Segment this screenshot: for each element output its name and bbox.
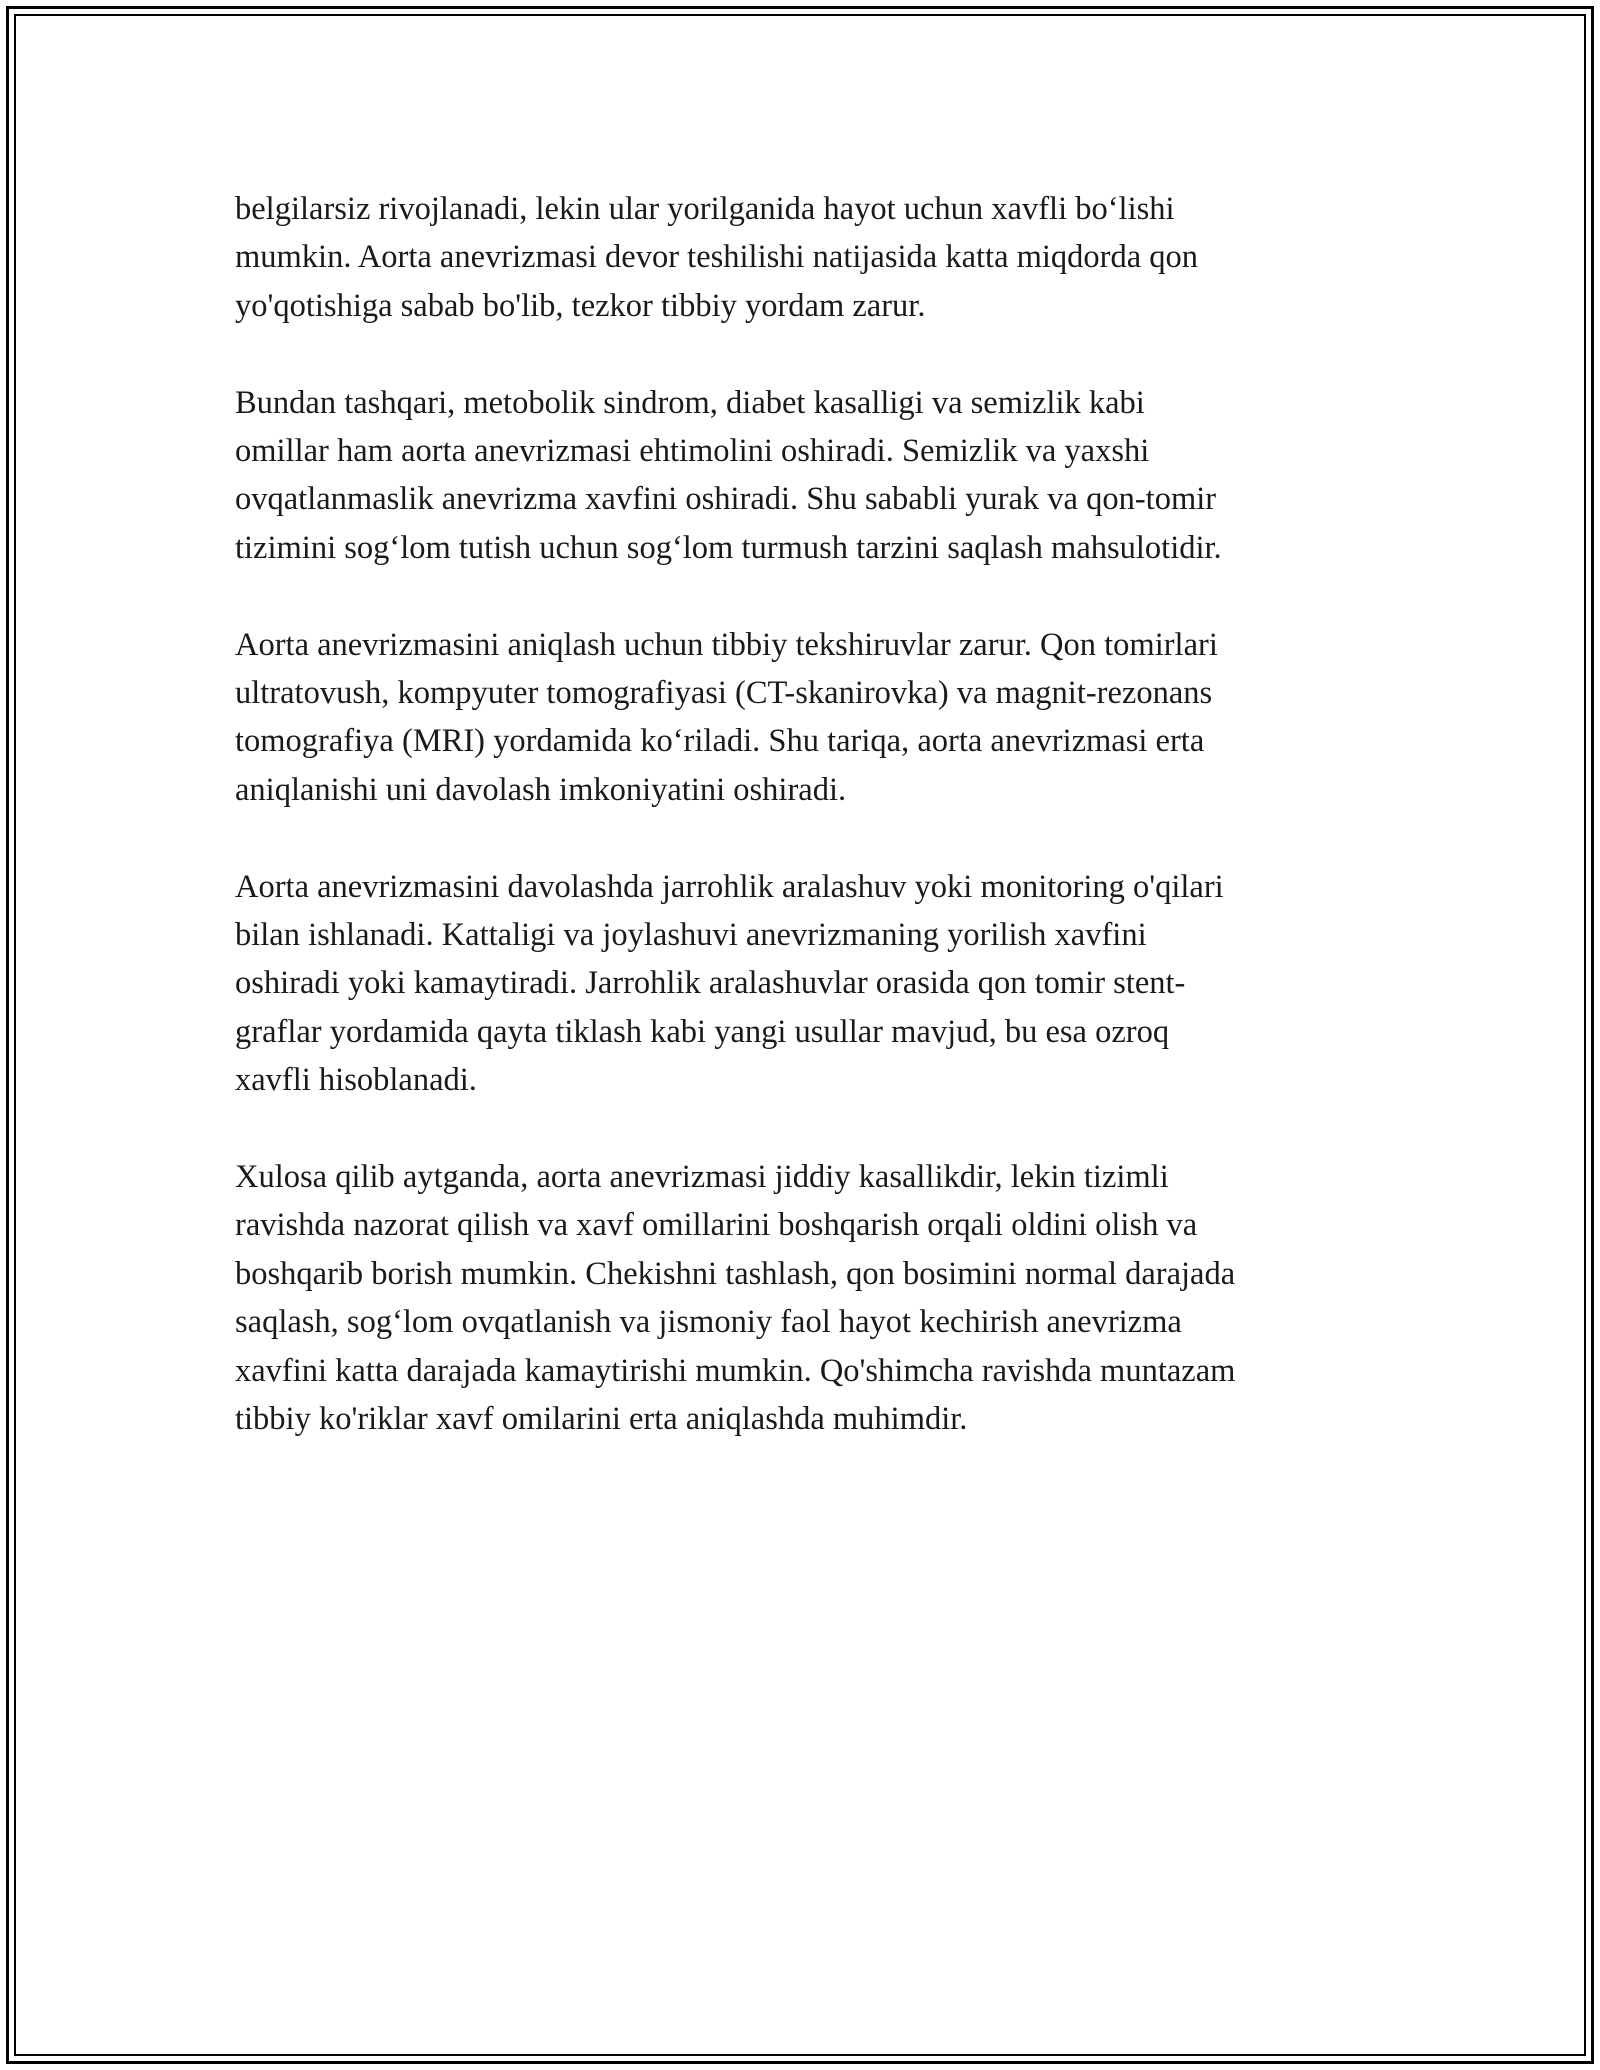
text-line: Bundan tashqari, metobolik sindrom, diabet kasalligi va semizlik kabi [235,384,1145,421]
text-line: Aorta anevrizmasini davolashda jarrohlik aralashuv yoki monitoring o'qilari [235,868,1224,905]
text-line: tomografiya (MRI) yordamida ko‘riladi. Shu tariqa, aorta anevrizmasi erta [235,723,1205,760]
text-line: saqlash, sog‘lom ovqatlanish va jismoniy faol hayot kechirish anevrizma [235,1304,1182,1341]
text-line: tizimini sog‘lom tutish uchun sog‘lom turmush tarzini saqlash mahsulotidir. [235,529,1222,566]
text-line: bilan ishlanadi. Kattaligi va joylashuvi anevrizmaning yorilish xavfini [235,917,1147,954]
text-line: mumkin. Aorta anevrizmasi devor teshilishi natijasida katta miqdorda qon [235,239,1199,276]
text-line: xavfli hisoblanadi. [235,1062,477,1099]
text-line: aniqlanishi uni davolash imkoniyatini oshiradi. [235,771,847,808]
text-line: belgilarsiz rivojlanadi, lekin ular yorilganida hayot uchun xavfli bo‘lishi [235,191,1175,227]
paragraph-5 [235,1153,1375,1443]
text-line: omillar ham aorta anevrizmasi ehtimolini oshiradi. Semizlik va yaxshi [235,433,1150,470]
text-line: Xulosa qilib aytganda, aorta anevrizmasi jiddiy kasallikdir, lekin tizimli [235,1159,1169,1196]
text-line: ravishda nazorat qilish va xavf omillarini boshqarish orqali oldini olish va [235,1207,1198,1244]
paragraph-1 [235,185,1375,330]
text-line: oshiradi yoki kamaytiradi. Jarrohlik aralashuvlar orasida qon tomir stent- [235,965,1186,1002]
text-line: boshqarib borish mumkin. Chekishni tashlash, qon bosimini normal darajada [235,1255,1236,1292]
text-line: ovqatlanmaslik anevrizma xavfini oshiradi. Shu sababli yurak va qon-tomir [235,481,1217,518]
text-line: ultratovush, kompyuter tomografiyasi (CT-skanirovka) va magnit-rezonans [235,675,1213,712]
paragraph-3 [235,621,1375,815]
text-line: yo'qotishiga sabab bo'lib, tezkor tibbiy yordam zarur. [235,287,926,324]
text-line: Aorta anevrizmasini aniqlash uchun tibbiy tekshiruvlar zarur. Qon tomirlari [235,626,1218,663]
text-line: xavfini katta darajada kamaytirishi mumkin. Qo'shimcha ravishda muntazam [235,1352,1236,1389]
paragraph-2 [235,379,1375,573]
document-body [235,185,1375,1492]
text-line: tibbiy ko'riklar xavf omilarini erta aniqlashda muhimdir. [235,1401,968,1438]
paragraph-4 [235,863,1375,1105]
text-line: graflar yordamida qayta tiklash kabi yangi usullar mavjud, bu esa ozroq [235,1013,1170,1050]
